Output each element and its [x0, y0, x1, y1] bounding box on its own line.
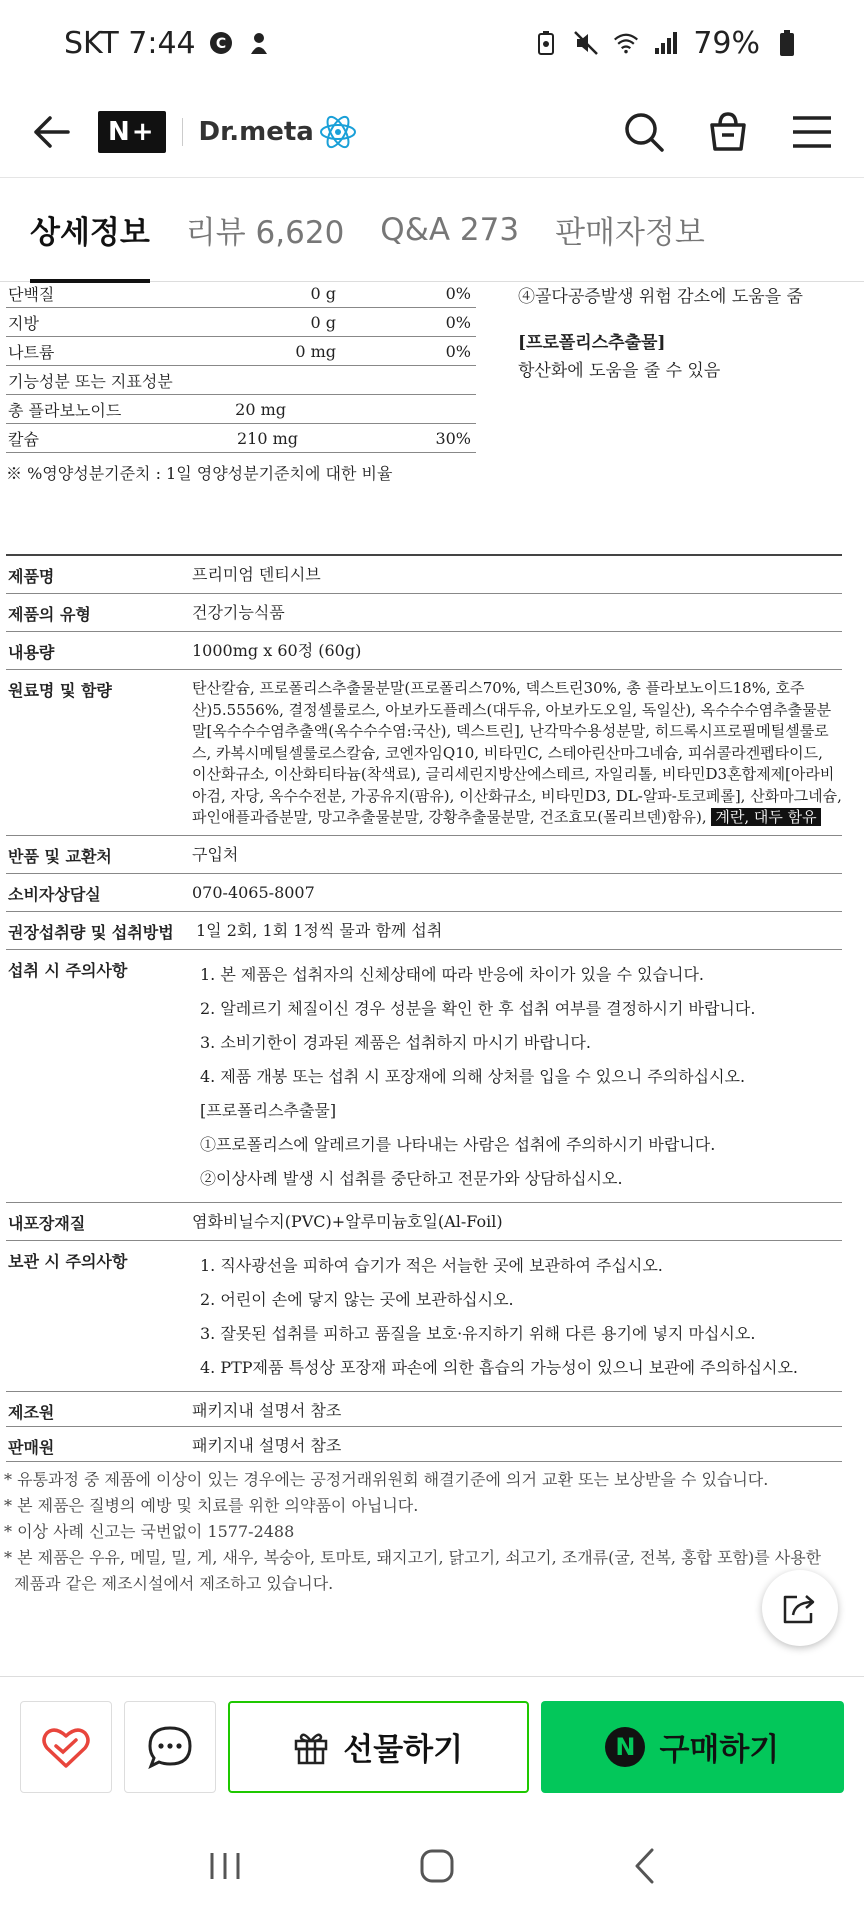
functional-line: ④골다공증발생 위험 감소에 도움을 줌 [518, 287, 803, 307]
list-item: 3. 잘못된 섭취를 피하고 품질을 보호·유지하기 위해 다른 용기에 넣지 마십시오. [200, 1323, 756, 1343]
arrow-left-icon [32, 116, 70, 148]
nutrient-name: 단백질 [8, 284, 55, 304]
table-row [6, 874, 842, 912]
info-label: 섭취 시 주의사항 [8, 960, 128, 980]
atom-icon [318, 112, 358, 152]
signal-icon [653, 30, 679, 56]
nutrient-name: 나트륨 [8, 342, 55, 362]
info-label: 소비자상담실 [8, 884, 101, 904]
info-label: 반품 및 교환처 [8, 846, 112, 866]
info-value: 패키지내 설명서 참조 [192, 1400, 342, 1420]
table-row [6, 1392, 842, 1427]
table-row [6, 556, 842, 594]
allergen-highlight: 계란, 대두 함유 [711, 808, 820, 826]
search-icon [623, 111, 665, 153]
battery-saver-icon [533, 30, 559, 56]
system-nav-bar [0, 1816, 864, 1920]
wifi-icon [613, 30, 639, 56]
info-label: 원료명 및 함량 [8, 681, 112, 700]
nutrient-percent: 0% [445, 341, 471, 361]
nutrient-amount: 0 g [310, 283, 336, 303]
home-icon [419, 1848, 455, 1884]
svg-text:C: C [215, 36, 226, 52]
info-value: 1일 2회, 1회 1정씩 물과 함께 섭취 [196, 920, 443, 940]
tab-seller-info[interactable]: 판매자정보 [555, 215, 705, 251]
nutrient-amount: 0 mg [295, 341, 336, 361]
c-badge-icon [208, 30, 234, 56]
chat-bubble-icon [147, 1725, 193, 1769]
footnotes [4, 1467, 824, 1597]
hamburger-menu-icon [791, 114, 833, 150]
nplus-logo[interactable] [98, 111, 166, 153]
footnote-item: 제품과 같은 제조시설에서 제조하고 있습니다. [4, 1574, 334, 1593]
nutrition-note: ※ %영양성분기준치 : 1일 영양성분기준치에 대한 비율 [6, 464, 393, 483]
info-label: 판매원 [8, 1437, 55, 1457]
info-value: 구입처 [192, 844, 239, 864]
nutrient-name: 칼슘 [8, 429, 39, 449]
info-label: 권장섭취량 및 섭취방법 [8, 922, 174, 942]
table-row [6, 594, 842, 632]
nplus-logo-text: N+ [108, 116, 156, 147]
list-item: 4. PTP제품 특성상 포장재 파손에 의한 흡습의 가능성이 있으니 보관에 주의하십시오. [200, 1357, 799, 1377]
gift-label: 선물하기 [343, 1732, 464, 1768]
info-value [192, 670, 842, 835]
info-value: 1000mg x 60정 (60g) [192, 641, 362, 660]
table-row [6, 1241, 842, 1392]
tab-reviews[interactable]: 리뷰 6,620 [185, 215, 345, 251]
table-row [6, 283, 476, 308]
footnote-item: * 본 제품은 질병의 예방 및 치료를 위한 의약품이 아닙니다. [4, 1496, 419, 1515]
nutrient-amount: 210 mg [236, 428, 298, 448]
table-row [6, 950, 842, 1203]
footnote-item: * 본 제품은 우유, 메밀, 밀, 게, 새우, 복숭아, 토마토, 돼지고기, 닭고기, 쇠고기, 조개류(굴, 전복, 홍합 포함)를 사용한 [4, 1548, 822, 1567]
nutrient-amount: 20 mg [235, 399, 286, 419]
list-item: 3. 소비기한이 경과된 제품은 섭취하지 마시기 바랍니다. [200, 1032, 591, 1052]
gift-icon [293, 1729, 329, 1765]
share-button[interactable] [762, 1570, 838, 1646]
app-notification-icon [246, 30, 272, 56]
app-header [0, 86, 864, 178]
share-icon [781, 1591, 819, 1625]
gift-button[interactable] [228, 1701, 529, 1793]
product-detail-content [0, 283, 864, 1675]
info-label: 제품의 유형 [8, 605, 91, 624]
mute-icon [573, 30, 599, 56]
list-item: 2. 어린이 손에 닿지 않는 곳에 보관하십시오. [200, 1289, 514, 1309]
system-back-button[interactable] [632, 1847, 656, 1889]
footnote-item: * 이상 사례 신고는 국번없이 1577-2488 [4, 1522, 295, 1541]
info-value: 건강기능식품 [192, 603, 285, 622]
recent-apps-icon [208, 1850, 242, 1882]
buy-label: 구매하기 [659, 1732, 780, 1768]
functional-heading: [프로폴리스추출물] [518, 333, 666, 353]
info-label: 내포장재질 [8, 1213, 86, 1233]
chevron-left-icon [632, 1847, 656, 1885]
footnote-item: * 유통과정 중 제품에 이상이 있는 경우에는 공정거래위원회 해결기준에 의거 교환 또는 보상받을 수 있습니다. [4, 1470, 769, 1489]
menu-button[interactable] [790, 110, 834, 154]
list-item: 1. 직사광선을 피하여 습기가 적은 서늘한 곳에 보관하여 주십시오. [200, 1255, 663, 1275]
list-item: ②이상사례 발생 시 섭취를 중단하고 전문가와 상담하십시오. [200, 1168, 623, 1188]
nutrient-percent: 0% [445, 312, 471, 332]
table-row [6, 395, 476, 424]
info-label: 제조원 [8, 1402, 55, 1422]
carrier-time: SKT 7:44 [64, 25, 196, 61]
chat-button[interactable] [124, 1701, 216, 1793]
table-row [6, 912, 842, 950]
nutrient-name: 기능성분 또는 지표성분 [8, 371, 173, 391]
list-item: ①프로폴리스에 알레르기를 나타내는 사람은 섭취에 주의하시기 바랍니다. [200, 1134, 716, 1154]
info-label: 내용량 [8, 643, 55, 662]
table-row [6, 836, 842, 874]
cart-button[interactable] [706, 110, 750, 154]
nutrition-table [6, 283, 476, 484]
list-item: 2. 알레르기 체질이신 경우 성분을 확인 한 후 섭취 여부를 결정하시기 바랍니다. [200, 998, 756, 1018]
info-value [192, 1241, 842, 1391]
list-item: 4. 제품 개봉 또는 섭취 시 포장재에 의해 상처를 입을 수 있으니 주의하십시오. [200, 1066, 746, 1086]
tab-details[interactable]: 상세정보 [30, 178, 150, 282]
header-divider [182, 118, 183, 146]
info-value: 프리미엄 덴티시브 [192, 565, 321, 584]
product-info-table [6, 554, 842, 1462]
list-item: 1. 본 제품은 섭취자의 신체상태에 따라 반응에 차이가 있을 수 있습니다. [200, 964, 704, 984]
table-row [6, 424, 476, 453]
back-button[interactable] [30, 111, 72, 153]
info-value: 염화비닐수지(PVC)+알루미늄호일(Al-Foil) [192, 1211, 503, 1231]
home-button[interactable] [419, 1848, 455, 1888]
product-tabs [0, 178, 864, 282]
nutrient-name: 지방 [8, 313, 39, 333]
battery-percent: 79% [693, 25, 760, 61]
info-label: 보관 시 주의사항 [8, 1251, 128, 1271]
wishlist-button[interactable] [20, 1701, 112, 1793]
brand-logo[interactable] [199, 112, 358, 152]
list-item: [프로폴리스추출물] [200, 1100, 337, 1120]
table-row [6, 670, 842, 836]
info-value: 패키지내 설명서 참조 [192, 1435, 342, 1455]
search-button[interactable] [622, 110, 666, 154]
status-bar [0, 0, 864, 86]
table-row [6, 1203, 842, 1241]
naver-pay-icon: N [605, 1727, 645, 1767]
recent-apps-button[interactable] [208, 1850, 242, 1886]
heart-check-icon [41, 1724, 91, 1770]
info-label: 제품명 [8, 567, 55, 586]
info-value [192, 950, 842, 1202]
tab-qna[interactable]: Q&A 273 [380, 211, 520, 248]
battery-icon [774, 30, 800, 56]
nutrient-percent: 0% [445, 283, 471, 303]
nutrient-amount: 0 g [310, 312, 336, 332]
shopping-bag-icon [707, 111, 749, 153]
functional-line: 항산화에 도움을 줄 수 있음 [518, 361, 721, 381]
table-row [6, 1427, 842, 1462]
table-row [6, 366, 476, 395]
table-row [6, 632, 842, 670]
functional-claims [518, 283, 858, 385]
table-row [6, 337, 476, 366]
buy-button[interactable] [541, 1701, 844, 1793]
table-row [6, 308, 476, 337]
brand-name: Dr.meta [198, 116, 314, 147]
nutrient-percent: 30% [435, 428, 471, 448]
nutrient-name: 총 플라보노이드 [8, 400, 122, 420]
bottom-action-bar [0, 1676, 864, 1816]
ingredients-text: 탄산칼슘, 프로폴리스추출물분말(프로폴리스70%, 덱스트린30%, 총 플라보노이드18%, 호주산)5.5556%, 결정셀룰로스, 아보카도플레스(대두유, 아보카도오일, 독일산), 옥수수수염추출물분말[옥수수수염추출액(옥수수수염:국산), 덱스트린], 난각막수용성분말, 히드록시프로필메틸셀룰로스, 카복시메틸셀룰로스칼슘, 코엔자임Q10, 비타민C, 스테아린산마그네슘, 피쉬콜라겐펩타이드, 이산화규소, 이산화티타늄(착색료), 글리세린지방산에스테르, 자일리톨, 비타민D3혼합제제[아라비아검, 자당, 옥수수전분, 가공유지(팜유), 이산화규소, 비타민D3, DL-알파-토코페롤], 산화마그네슘, 파인애플과즙분말, 망고추출물분말, 강황추출물분말, 건조효모(몰리브덴)함유), [192, 679, 842, 826]
info-value: 070-4065-8007 [192, 882, 315, 902]
